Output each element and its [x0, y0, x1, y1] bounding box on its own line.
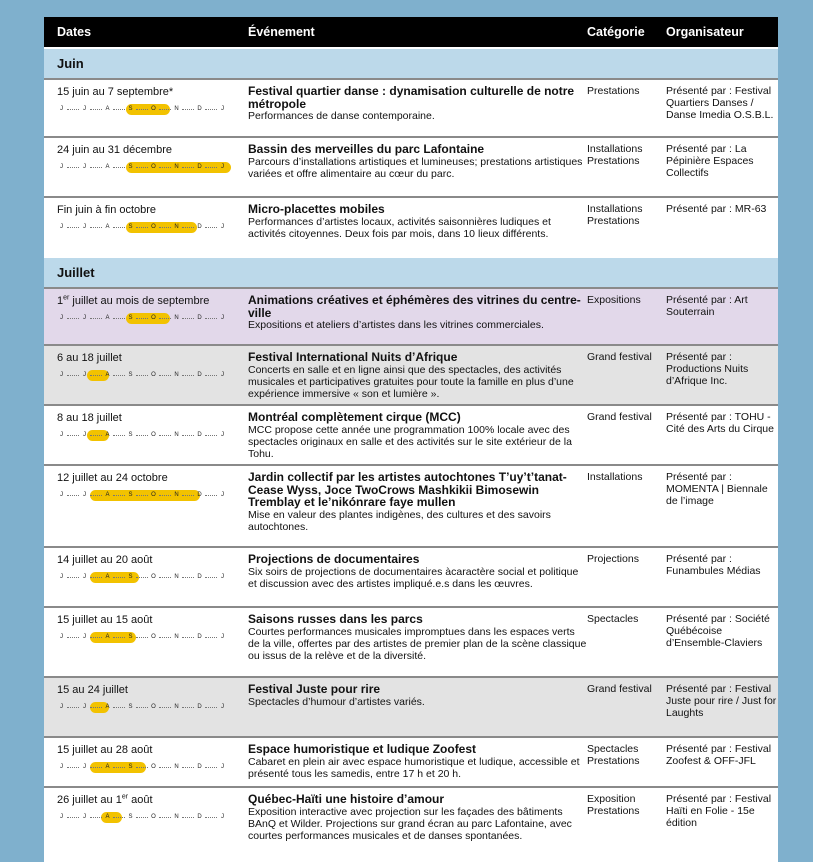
month-separator [159, 227, 171, 229]
month-letter: J [60, 634, 63, 640]
month-separator [136, 577, 148, 579]
month-separator [136, 227, 148, 229]
month-separator [67, 817, 79, 819]
date-cell [44, 678, 248, 736]
event-category: Installations Prestations [587, 203, 643, 227]
month-separator [90, 817, 102, 819]
month-separator [113, 167, 125, 169]
date-cell [44, 80, 248, 136]
month-separator [205, 817, 217, 819]
event-title: Bassin des merveilles du parc Lafontaine [248, 142, 485, 156]
month-letter: J [221, 764, 224, 770]
event-title: Festival quartier danse : dynamisation culturelle de notre métropole [248, 84, 575, 111]
event-row [44, 344, 778, 404]
month-letter: S [128, 315, 133, 321]
month-letter: O [151, 224, 156, 230]
event-category: Prestations [587, 85, 640, 97]
month-separator [205, 375, 217, 377]
event-cell [248, 608, 587, 676]
month-letter: O [151, 372, 156, 378]
month-separator [67, 577, 79, 579]
month-separator [182, 637, 194, 639]
month-letter: J [221, 814, 224, 820]
month-letter: A [105, 164, 110, 170]
month-letter: J [221, 634, 224, 640]
month-separator [67, 767, 79, 769]
month-separator [90, 109, 102, 111]
event-category: Spectacles [587, 613, 639, 625]
month-letter: J [83, 814, 86, 820]
event-category: Projections [587, 553, 639, 565]
month-separator [159, 767, 171, 769]
month-letter: D [197, 764, 202, 770]
month-letter: S [128, 814, 133, 820]
month-letter: N [174, 814, 179, 820]
month-letter: J [60, 764, 63, 770]
month-letter: A [105, 764, 110, 770]
month-separator [113, 495, 125, 497]
month-timeline [57, 312, 227, 326]
event-description: Expositions et ateliers d’artistes dans les vitrines commerciales. [248, 319, 544, 331]
month-letter: S [128, 634, 133, 640]
event-cell [248, 198, 587, 256]
event-description: Performances de danse contemporaine. [248, 110, 435, 122]
date-cell [44, 346, 248, 404]
month-timeline [57, 761, 227, 775]
event-date: 24 juin au 31 décembre [57, 144, 172, 156]
month-separator [205, 767, 217, 769]
month-separator [113, 109, 125, 111]
month-separator [90, 167, 102, 169]
month-separator [90, 435, 102, 437]
month-letter: S [128, 492, 133, 498]
month-separator [90, 707, 102, 709]
date-cell [44, 466, 248, 546]
event-organizer: Présenté par : MR-63 [666, 203, 767, 215]
month-letter: J [60, 106, 63, 112]
month-letter: J [60, 315, 63, 321]
event-description: Courtes performances musicales impromptues dans les espaces verts de la ville, offertes par des artistes de premier plan de la scène classique ou issus de la relève et de la diversité. [248, 625, 587, 662]
event-category: Installations [587, 471, 643, 483]
month-separator [136, 109, 148, 111]
event-cell [248, 289, 587, 344]
month-separator [67, 375, 79, 377]
event-description: Six soirs de projections de documentaires àcaractère social et politique et discussion avec des artistes impliqué.e.s dans les œuvres. [248, 565, 579, 590]
event-description: Spectacles d’humour d’artistes variés. [248, 695, 425, 708]
month-separator [182, 167, 194, 169]
month-timeline [57, 811, 227, 825]
month-letter: S [128, 432, 133, 438]
month-letter: J [83, 704, 86, 710]
month-letter: N [174, 574, 179, 580]
date-cell [44, 788, 248, 856]
month-letter: J [60, 164, 63, 170]
event-cell [248, 466, 587, 546]
month-letter: N [174, 764, 179, 770]
month-letter: J [83, 372, 86, 378]
month-letter: A [105, 106, 110, 112]
month-timeline [57, 701, 227, 715]
event-category: Grand festival [587, 351, 652, 363]
month-letter: J [83, 492, 86, 498]
event-organizer: Présenté par : MOMENTA | Biennale de l’image [666, 471, 768, 507]
month-letter: S [128, 574, 133, 580]
month-letter: D [197, 315, 202, 321]
table-body [44, 47, 778, 856]
event-title: Québec-Haïti une histoire d’amour [248, 792, 445, 806]
event-date: Fin juin à fin octobre [57, 204, 157, 216]
month-letter: A [105, 634, 110, 640]
month-timeline [57, 489, 227, 503]
month-letter: O [151, 492, 156, 498]
month-letter: A [105, 814, 110, 820]
month-letter: A [105, 574, 110, 580]
event-cell [248, 138, 587, 196]
event-row [44, 287, 778, 344]
event-row [44, 786, 778, 856]
month-letter: S [128, 372, 133, 378]
event-title: Jardin collectif par les artistes autochtones T’uy’t’tanat-Cease Wyss, Joce TwoCrows Mashkikii Bimosewin Tremblay et le’nikónrare faye mullen [248, 470, 567, 509]
event-date: 12 juillet au 24 octobre [57, 472, 168, 484]
month-separator [67, 495, 79, 497]
month-letter: J [60, 574, 63, 580]
month-separator [182, 495, 194, 497]
event-calendar-page [44, 17, 778, 862]
event-organizer: Présenté par : Festival Zoofest & OFF-JFL [666, 743, 772, 767]
header-organizer: Organisateur [666, 25, 744, 39]
month-letter: D [197, 164, 202, 170]
month-letter: S [128, 164, 133, 170]
month-separator [113, 435, 125, 437]
event-organizer: Présenté par : TOHU - Cité des Arts du Cirque [666, 411, 774, 435]
month-separator [136, 318, 148, 320]
month-letter: J [83, 574, 86, 580]
month-letter: J [83, 634, 86, 640]
month-separator [182, 435, 194, 437]
event-row [44, 196, 778, 256]
event-title: Micro-placettes mobiles [248, 202, 385, 216]
month-separator [182, 375, 194, 377]
month-letter: D [197, 372, 202, 378]
month-letter: J [221, 372, 224, 378]
month-letter: J [83, 164, 86, 170]
month-separator [67, 109, 79, 111]
month-letter: S [128, 704, 133, 710]
month-letter: J [60, 814, 63, 820]
month-letter: J [60, 432, 63, 438]
month-separator [205, 109, 217, 111]
month-separator [67, 637, 79, 639]
event-organizer: Présenté par : Festival Quartiers Danses / Danse Imedia O.S.B.L. [666, 85, 774, 121]
event-date: 15 juillet au 28 août [57, 744, 153, 756]
section-header: Juin [44, 47, 778, 78]
month-separator [113, 577, 125, 579]
event-row [44, 736, 778, 786]
month-letter: J [60, 372, 63, 378]
month-separator [136, 637, 148, 639]
event-organizer: Présenté par : Productions Nuits d’Afrique Inc. [666, 351, 749, 387]
month-letter: N [174, 224, 179, 230]
month-separator [67, 167, 79, 169]
date-cell [44, 608, 248, 676]
month-letter: N [174, 432, 179, 438]
month-separator [205, 577, 217, 579]
month-letter: J [60, 224, 63, 230]
event-title: Festival Juste pour rire [248, 682, 381, 696]
month-letter: D [197, 224, 202, 230]
event-row [44, 676, 778, 736]
month-letter: O [151, 814, 156, 820]
month-letter: O [151, 432, 156, 438]
month-separator [205, 435, 217, 437]
header-dates: Dates [57, 25, 92, 39]
month-letter: N [174, 315, 179, 321]
month-separator [136, 167, 148, 169]
month-letter: J [221, 315, 224, 321]
event-organizer: Présenté par : Festival Juste pour rire / Just for Laughts [666, 683, 777, 719]
event-row [44, 606, 778, 676]
month-separator [90, 577, 102, 579]
month-separator [159, 637, 171, 639]
event-date: 15 juillet au 15 août [57, 614, 153, 626]
month-separator [136, 817, 148, 819]
event-description: Parcours d’installations artistiques et lumineuses; prestations artistiques variées et offre alimentaire au cœur du parc. [248, 155, 583, 180]
month-separator [90, 495, 102, 497]
month-letter: O [151, 164, 156, 170]
month-separator [182, 577, 194, 579]
month-letter: A [105, 492, 110, 498]
month-separator [205, 318, 217, 320]
event-title: Saisons russes dans les parcs [248, 612, 423, 626]
month-separator [67, 435, 79, 437]
month-letter: O [151, 764, 156, 770]
month-letter: D [197, 492, 202, 498]
event-description: Mise en valeur des plantes indigènes, des cultures et des savoirs autochtones. [248, 508, 551, 533]
month-separator [113, 707, 125, 709]
month-timeline [57, 429, 227, 443]
month-letter: D [197, 704, 202, 710]
month-letter: N [174, 106, 179, 112]
month-separator [136, 495, 148, 497]
event-date: 15 au 24 juillet [57, 684, 128, 696]
event-row [44, 546, 778, 606]
month-letter: A [105, 704, 110, 710]
month-separator [205, 637, 217, 639]
month-separator [90, 637, 102, 639]
month-letter: A [105, 432, 110, 438]
month-separator [136, 707, 148, 709]
month-separator [159, 577, 171, 579]
month-letter: D [197, 634, 202, 640]
event-category: Installations Prestations [587, 143, 643, 167]
month-separator [182, 227, 194, 229]
month-letter: N [174, 164, 179, 170]
month-separator [159, 375, 171, 377]
month-letter: O [151, 574, 156, 580]
month-timeline [57, 103, 227, 117]
event-title: Animations créatives et éphémères des vitrines du centre-ville [248, 293, 581, 320]
event-description: Concerts en salle et en ligne ainsi que des spectacles, des activités musicales et participatives gratuites pour toute la famille en plus d’une expérience immersive « son et lumière ». [248, 363, 574, 400]
month-separator [182, 318, 194, 320]
month-separator [182, 817, 194, 819]
month-separator [205, 495, 217, 497]
month-letter: J [221, 704, 224, 710]
event-date: 6 au 18 juillet [57, 352, 122, 364]
event-cell [248, 738, 587, 786]
event-cell [248, 80, 587, 136]
event-row [44, 464, 778, 546]
month-letter: D [197, 814, 202, 820]
month-letter: D [197, 106, 202, 112]
event-description: MCC propose cette année une programmation 100% locale avec des spectacles originaux en salle et des activités sur le site extérieur de la Tohu. [248, 423, 572, 460]
month-letter: J [83, 106, 86, 112]
event-row [44, 78, 778, 136]
event-date: 8 au 18 juillet [57, 412, 122, 424]
month-separator [90, 227, 102, 229]
date-cell [44, 738, 248, 786]
event-category: Grand festival [587, 683, 652, 695]
month-letter: J [221, 224, 224, 230]
event-description: Exposition interactive avec projection sur les façades des bâtiments BAnQ et Wilder. Projections sur grand écran au parc Lafontaine, avec courtes performances musicales et de danses spontanées. [248, 805, 572, 842]
month-separator [182, 109, 194, 111]
event-title: Montréal complètement cirque (MCC) [248, 410, 461, 424]
month-separator [205, 227, 217, 229]
event-date: 1er juillet au mois de septembre [57, 294, 210, 307]
month-letter: J [83, 764, 86, 770]
month-letter: J [221, 106, 224, 112]
event-description: Cabaret en plein air avec espace humoristique et ludique, accessible et présenté tous les samedis, entre 17 h et 20 h. [248, 755, 580, 780]
month-letter: S [128, 106, 133, 112]
month-separator [136, 375, 148, 377]
month-separator [113, 637, 125, 639]
event-date: 26 juillet au 1er août [57, 793, 153, 806]
event-category: Grand festival [587, 411, 652, 423]
month-letter: S [128, 764, 133, 770]
month-separator [159, 109, 171, 111]
month-separator [113, 817, 125, 819]
month-letter: N [174, 492, 179, 498]
date-cell [44, 198, 248, 256]
month-separator [159, 817, 171, 819]
event-row [44, 404, 778, 464]
event-row [44, 136, 778, 196]
event-organizer: Présenté par : La Pépinière Espaces Collectifs [666, 143, 754, 179]
month-letter: J [221, 492, 224, 498]
month-letter: J [83, 315, 86, 321]
month-separator [136, 767, 148, 769]
month-letter: A [105, 372, 110, 378]
event-title: Festival International Nuits d’Afrique [248, 350, 458, 364]
header-category: Catégorie [587, 25, 645, 39]
month-separator [113, 375, 125, 377]
month-separator [67, 227, 79, 229]
table-header [44, 17, 778, 47]
month-separator [159, 167, 171, 169]
month-letter: J [221, 164, 224, 170]
month-timeline [57, 369, 227, 383]
event-organizer: Présenté par : Festival Haïti en Folie - 15e édition [666, 793, 772, 829]
month-separator [159, 495, 171, 497]
month-separator [136, 435, 148, 437]
event-description: Performances d’artistes locaux, activités saisonnières ludiques et activités citoyennes. Deux fois par mois, dans 10 lieux différents. [248, 215, 551, 240]
event-organizer: Présenté par : Funambules Médias [666, 553, 761, 577]
event-title: Espace humoristique et ludique Zoofest [248, 742, 477, 756]
event-organizer: Présenté par : Société Québécoise d’Ensemble-Claviers [666, 613, 770, 649]
month-separator [182, 707, 194, 709]
month-letter: N [174, 372, 179, 378]
month-letter: O [151, 704, 156, 710]
date-cell [44, 406, 248, 464]
event-category: Expositions [587, 294, 641, 306]
month-separator [159, 435, 171, 437]
month-letter: D [197, 574, 202, 580]
month-letter: J [221, 432, 224, 438]
month-letter: J [83, 224, 86, 230]
event-date: 14 juillet au 20 août [57, 554, 153, 566]
month-letter: O [151, 634, 156, 640]
event-cell [248, 678, 587, 736]
month-separator [182, 767, 194, 769]
event-category: Spectacles Prestations [587, 743, 640, 767]
month-separator [113, 227, 125, 229]
date-cell [44, 138, 248, 196]
month-letter: O [151, 315, 156, 321]
header-event: Événement [248, 25, 315, 39]
month-letter: D [197, 432, 202, 438]
month-letter: A [105, 315, 110, 321]
month-letter: J [60, 492, 63, 498]
month-separator [67, 318, 79, 320]
month-letter: N [174, 704, 179, 710]
month-timeline [57, 571, 227, 585]
date-cell [44, 289, 248, 344]
month-letter: N [174, 634, 179, 640]
month-separator [113, 767, 125, 769]
month-letter: J [221, 574, 224, 580]
month-separator [90, 375, 102, 377]
month-separator [159, 707, 171, 709]
month-separator [205, 167, 217, 169]
month-timeline [57, 221, 227, 235]
month-letter: J [60, 704, 63, 710]
event-title: Projections de documentaires [248, 552, 420, 566]
month-separator [205, 707, 217, 709]
event-cell [248, 548, 587, 606]
month-separator [90, 318, 102, 320]
month-separator [90, 767, 102, 769]
month-letter: O [151, 106, 156, 112]
month-timeline [57, 631, 227, 645]
section-header: Juillet [44, 256, 778, 287]
month-letter: A [105, 224, 110, 230]
month-letter: J [83, 432, 86, 438]
event-date: 15 juin au 7 septembre* [57, 86, 174, 98]
month-separator [67, 707, 79, 709]
date-cell [44, 548, 248, 606]
event-organizer: Présenté par : Art Souterrain [666, 294, 748, 318]
event-cell [248, 346, 587, 404]
event-cell [248, 406, 587, 464]
month-separator [159, 318, 171, 320]
month-timeline [57, 161, 227, 175]
event-cell [248, 788, 587, 856]
event-category: Exposition Prestations [587, 793, 640, 817]
month-separator [113, 318, 125, 320]
month-letter: S [128, 224, 133, 230]
